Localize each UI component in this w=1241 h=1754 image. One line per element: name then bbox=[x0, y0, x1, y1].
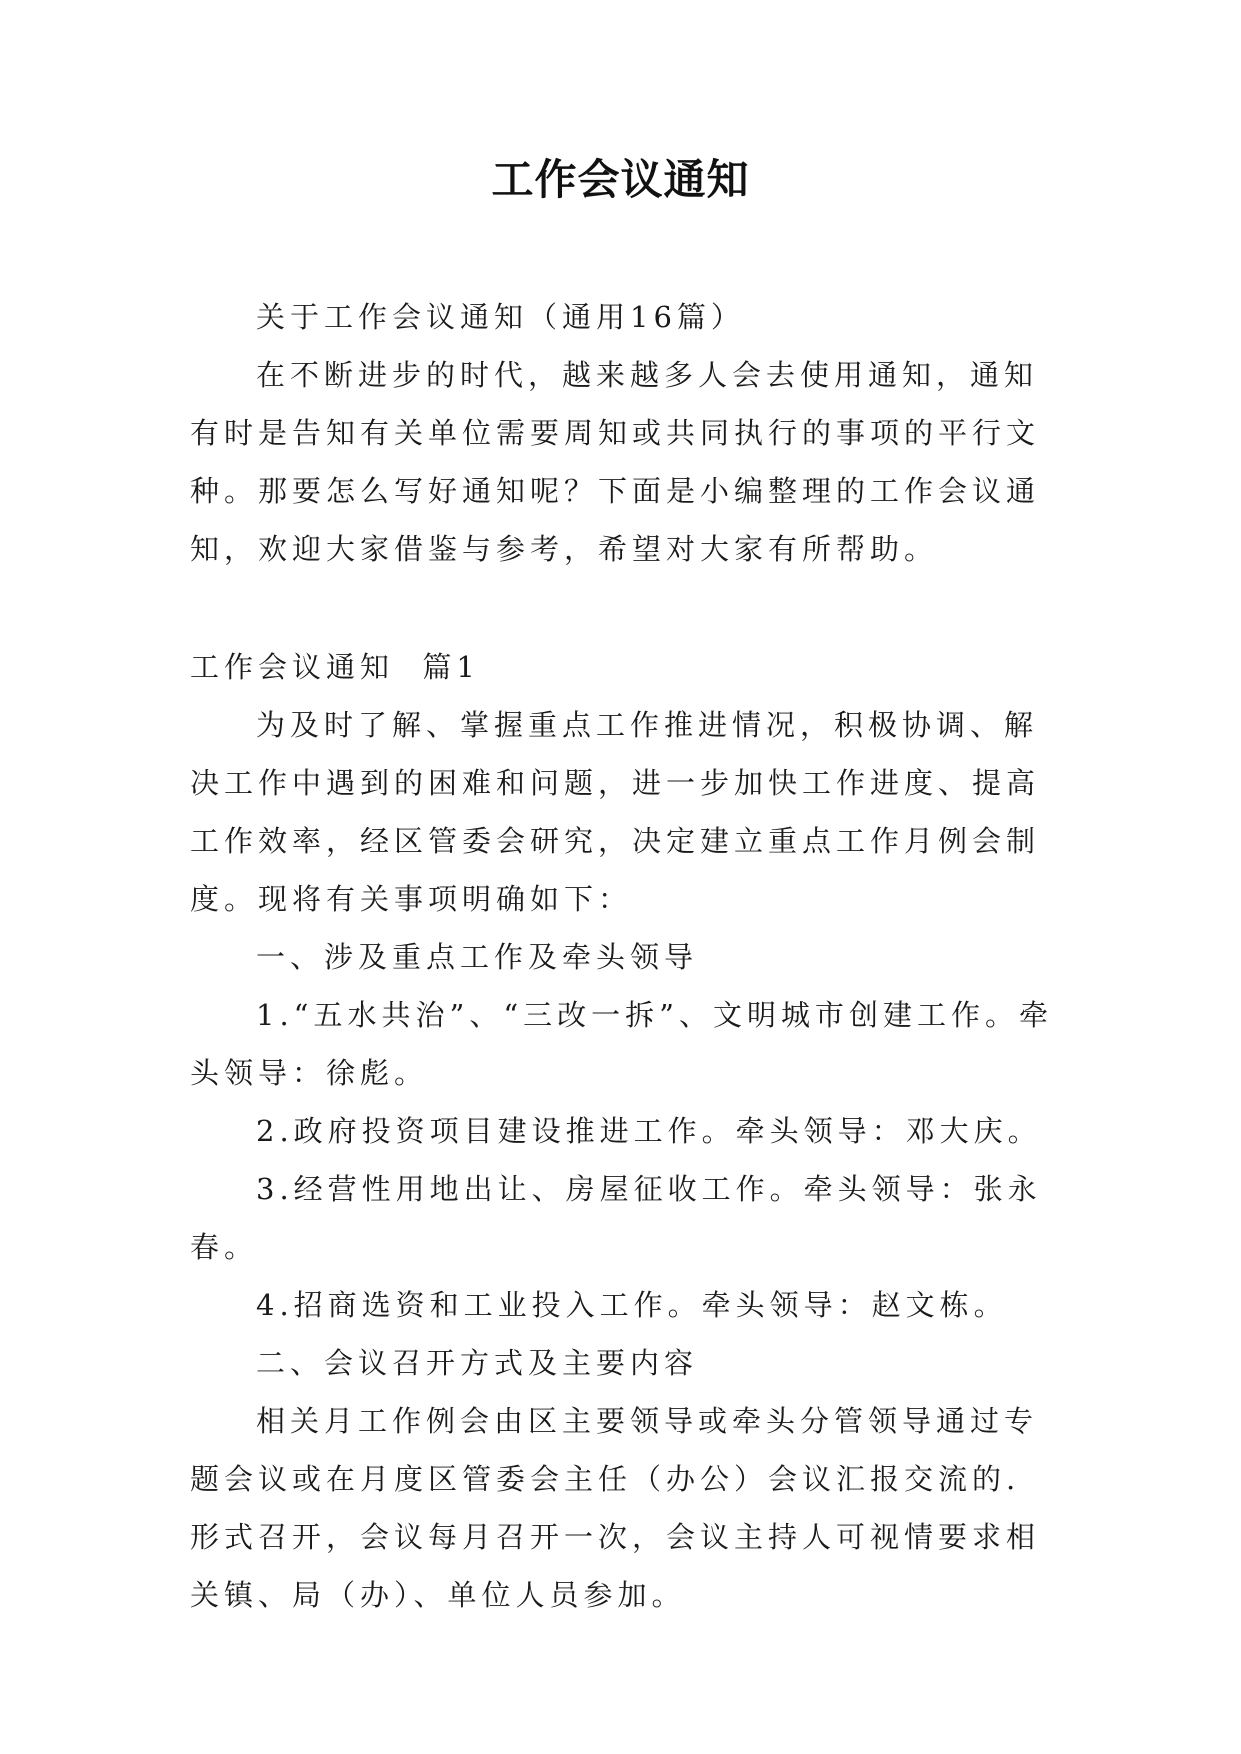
section-paragraph: 二、会议召开方式及主要内容 bbox=[256, 1346, 699, 1380]
section-paragraph: 一、涉及重点工作及牵头领导 bbox=[256, 940, 699, 974]
document-title: 工作会议通知 bbox=[491, 155, 750, 204]
section-paragraph: 4.招商选资和工业投入工作。牵头领导：赵文栋。 bbox=[256, 1288, 1008, 1322]
intro-block bbox=[190, 288, 1054, 578]
section-paragraph: 2.政府投资项目建设推进工作。牵头领导：邓大庆。 bbox=[256, 1114, 1042, 1148]
section-paragraph: 1.“五水共治”、“三改一拆”、文明城市创建工作。牵头领导：徐彪。 bbox=[190, 998, 1053, 1090]
section-paragraph: 3.经营性用地出让、房屋征收工作。牵头领导：张永春。 bbox=[190, 1172, 1042, 1264]
section-heading: 工作会议通知 篇1 bbox=[190, 650, 480, 684]
section-1 bbox=[190, 638, 1054, 1624]
section-paragraph: 相关月工作例会由区主要领导或牵头分管领导通过专题会议或在月度区管委会主任（办公）会议汇报交流的.形式召开，会议每月召开一次，会议主持人可视情要求相关镇、局（办）、单位人员参加。 bbox=[190, 1404, 1041, 1612]
section-paragraph: 为及时了解、掌握重点工作推进情况，积极协调、解决工作中遇到的困难和问题，进一步加快工作进度、提高工作效率，经区管委会研究，决定建立重点工作月例会制度。现将有关事项明确如下： bbox=[190, 708, 1041, 916]
intro-subtitle: 关于工作会议通知（通用16篇） bbox=[256, 300, 745, 334]
intro-paragraph: 在不断进步的时代，越来越多人会去使用通知，通知有时是告知有关单位需要周知或共同执行的事项的平行文种。那要怎么写好通知呢？下面是小编整理的工作会议通知，欢迎大家借鉴与参考，希望对大家有所帮助。 bbox=[190, 358, 1041, 566]
